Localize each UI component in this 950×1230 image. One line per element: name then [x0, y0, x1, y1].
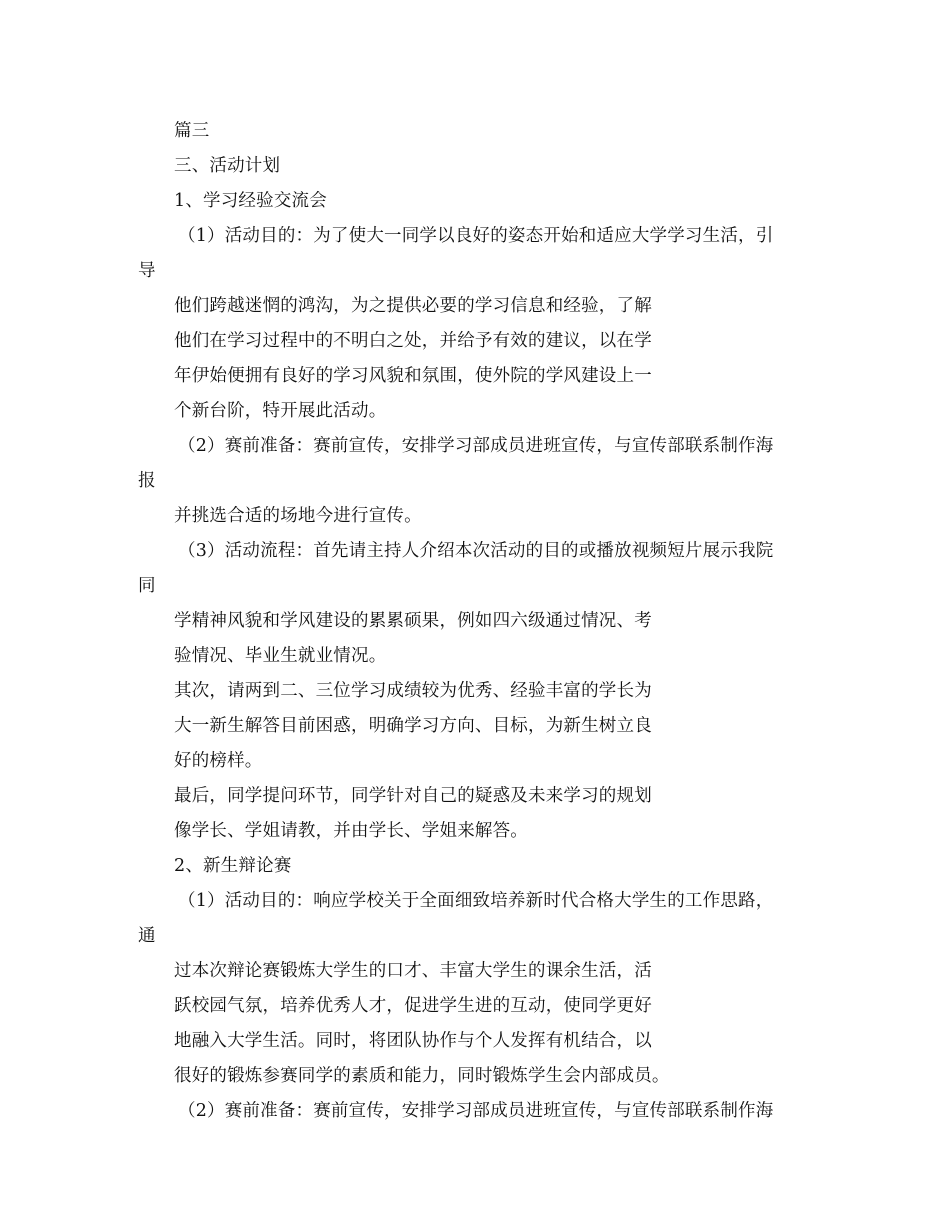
paragraph-line: 他们跨越迷惘的鸿沟，为之提供必要的学习信息和经验，了解 — [174, 296, 652, 316]
paragraph-line: 其次，请两到二、三位学习成绩较为优秀、经验丰富的学长为 — [174, 681, 652, 701]
chapter-title: 三、活动计划 — [174, 156, 281, 176]
paragraph-line: 地融入大学生活。同时，将团队协作与个人发挥有机结合，以 — [174, 1031, 652, 1051]
paragraph-line: 过本次辩论赛锻炼大学生的口才、丰富大学生的课余生活，活 — [174, 961, 652, 981]
paragraph-line: 他们在学习过程中的不明白之处，并给予有效的建议，以在学 — [174, 331, 652, 351]
paragraph-line: 跃校园气氛，培养优秀人才，促进学生进的互动，使同学更好 — [174, 996, 652, 1016]
paragraph-line: 学精神风貌和学风建设的累累硕果，例如四六级通过情况、考 — [174, 611, 652, 631]
paragraph-line: 导 — [138, 261, 156, 281]
paragraph-line: （1）活动目的：为了使大一同学以良好的姿态开始和适应大学学习生活，引 — [178, 226, 774, 246]
paragraph-line: （1）活动目的：响应学校关于全面细致培养新时代合格大学生的工作思路， — [178, 891, 774, 911]
paragraph-line: （2）赛前准备：赛前宣传，安排学习部成员进班宣传，与宣传部联系制作海 — [178, 436, 774, 456]
subsection-title: 1、学习经验交流会 — [174, 191, 327, 211]
paragraph-line: 报 — [138, 471, 156, 491]
paragraph-line: 像学长、学姐请教，并由学长、学姐来解答。 — [174, 821, 528, 841]
paragraph-line: 最后，同学提问环节，同学针对自己的疑惑及未来学习的规划 — [174, 786, 652, 806]
paragraph-line: 验情况、毕业生就业情况。 — [174, 646, 387, 666]
paragraph-line: 很好的锻炼参赛同学的素质和能力，同时锻炼学生会内部成员。 — [174, 1066, 670, 1086]
paragraph-line: 年伊始便拥有良好的学习风貌和氛围，使外院的学风建设上一 — [174, 366, 652, 386]
paragraph-line: 同 — [138, 576, 156, 596]
paragraph-line: 个新台阶，特开展此活动。 — [174, 401, 387, 421]
section-heading: 篇三 — [174, 121, 210, 141]
paragraph-line: 大一新生解答目前困惑，明确学习方向、目标，为新生树立良 — [174, 716, 652, 736]
paragraph-line: 好的榜样。 — [174, 751, 263, 771]
paragraph-line: （3）活动流程：首先请主持人介绍本次活动的目的或播放视频短片展示我院 — [178, 541, 774, 561]
subsection-title: 2、新生辩论赛 — [174, 856, 292, 876]
paragraph-line: （2）赛前准备：赛前宣传，安排学习部成员进班宣传，与宣传部联系制作海 — [178, 1101, 774, 1121]
paragraph-line: 并挑选合适的场地今进行宣传。 — [174, 506, 422, 526]
paragraph-line: 通 — [138, 926, 156, 946]
